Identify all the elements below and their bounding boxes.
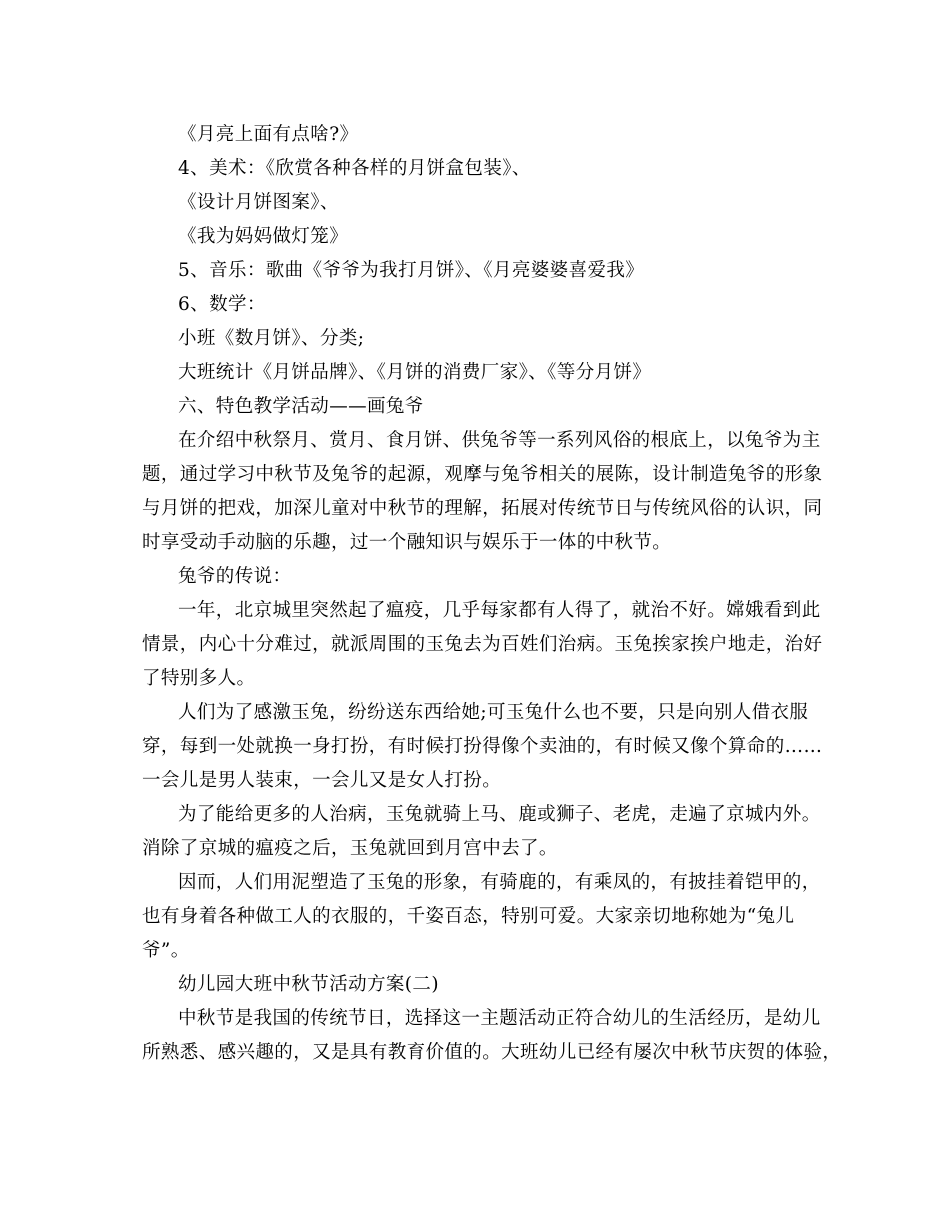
text-line: 大班统计《月饼品牌》、《月饼的消费厂家》、《等分月饼》 — [178, 362, 652, 383]
text-line: 小班《数月饼》、分类; — [178, 328, 365, 349]
paragraph-line: 中秋节是我国的传统节日，选择这一主题活动正符合幼儿的生活经历，是幼儿 — [178, 1008, 821, 1029]
text-line: 《设计月饼图案》、 — [178, 192, 339, 213]
text-line: 《月亮上面有点啥?》 — [178, 124, 359, 145]
paragraph-line: 消除了京城的瘟疫之后，玉兔就回到月宫中去了。 — [142, 838, 558, 859]
paragraph-line: 也有身着各种做工人的衣服的，千姿百态，特别可爱。大家亲切地称她为“兔儿 — [142, 906, 795, 927]
paragraph-line: 与月饼的把戏，加深儿童对中秋节的理解，拓展对传统节日与传统风俗的认识，同 — [142, 498, 823, 519]
paragraph-line: 了特别多人。 — [142, 668, 256, 689]
paragraph-line: 一年，北京城里突然起了瘟疫，几乎每家都有人得了，就治不好。嫦娥看到此 — [178, 600, 821, 621]
paragraph-line: 因而，人们用泥塑造了玉兔的形象，有骑鹿的，有乘凤的，有披挂着铠甲的， — [178, 872, 821, 893]
paragraph-line: 所熟悉、感兴趣的，又是具有教育价值的。大班幼儿已经有屡次中秋节庆贺的体验， — [142, 1042, 842, 1063]
legend-title: 兔爷的传说： — [178, 566, 292, 587]
text-line: 5、音乐：歌曲《爷爷为我打月饼》、《月亮婆婆喜爱我》 — [178, 260, 645, 281]
paragraph-line: 人们为了感激玉兔，纷纷送东西给她;可玉兔什么也不要，只是向别人借衣服 — [178, 702, 809, 723]
paragraph-legend-1 — [142, 594, 822, 696]
paragraph-line: 时享受动手动脑的乐趣，过一个融知识与娱乐于一体的中秋节。 — [142, 532, 672, 553]
paragraph-intro — [142, 424, 822, 560]
text-line: 《我为妈妈做灯笼》 — [178, 226, 349, 247]
paragraph-line: 一会儿是男人装束，一会儿又是女人打扮。 — [142, 770, 502, 791]
paragraph-line: 情景，内心十分难过，就派周围的玉兔去为百姓们治病。玉兔挨家挨户地走，治好 — [142, 634, 823, 655]
section-heading: 六、特色教学活动——画兔爷 — [178, 396, 424, 417]
section-title: 幼儿园大班中秋节活动方案(二) — [178, 974, 439, 995]
paragraph-line: 在介绍中秋祭月、赏月、食月饼、供兔爷等一系列风俗的根底上，以兔爷为主 — [178, 430, 821, 451]
paragraph-line: 爷”。 — [142, 940, 190, 961]
text-line: 4、美术：《欣赏各种各样的月饼盒包装》、 — [178, 158, 531, 179]
paragraph-line: 穿，每到一处就换一身打扮，有时候打扮得像个卖油的，有时候又像个算命的…… — [142, 736, 823, 757]
document-body — [142, 118, 842, 1070]
paragraph-line: 为了能给更多的人治病，玉兔就骑上马、鹿或狮子、老虎，走遍了京城内外。 — [178, 804, 821, 825]
paragraph-legend-3 — [142, 798, 822, 866]
text-line: 6、数学： — [178, 294, 266, 315]
paragraph-line: 题，通过学习中秋节及兔爷的起源，观摩与兔爷相关的展陈，设计制造兔爷的形象 — [142, 464, 823, 485]
paragraph-legend-4 — [142, 866, 822, 968]
paragraph-legend-2 — [142, 696, 822, 798]
paragraph-section-two — [142, 1002, 842, 1070]
